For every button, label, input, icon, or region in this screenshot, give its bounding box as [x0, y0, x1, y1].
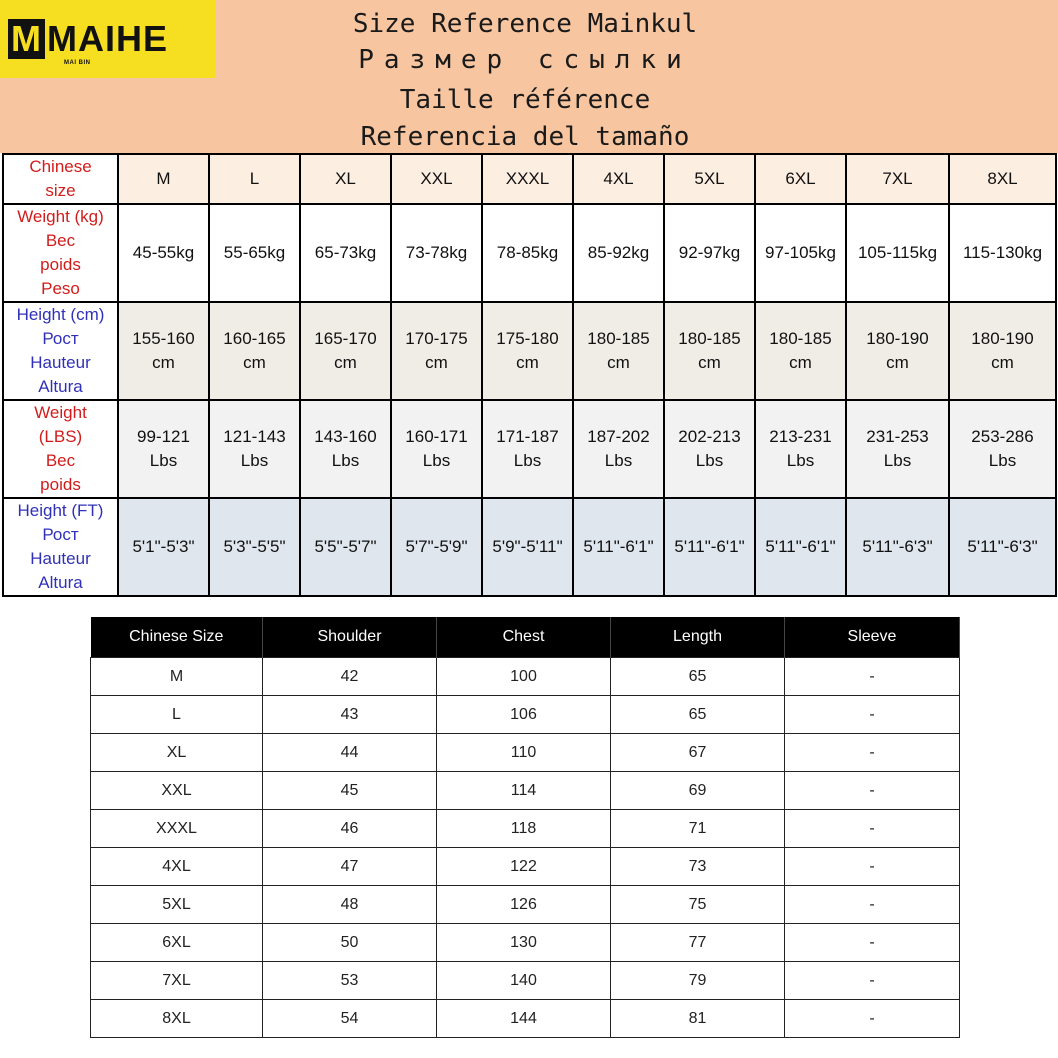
weight-lbs-cell	[391, 400, 482, 498]
header-line: Вес	[45, 451, 76, 470]
size-cell: XXL	[391, 154, 482, 204]
size-row	[3, 154, 1056, 204]
cell-unit: cm	[152, 353, 175, 372]
height-ft-cell: 5'5"-5'7"	[300, 498, 391, 596]
height-ft-cell: 5'1"-5'3"	[118, 498, 209, 596]
logo-m-mark: M	[8, 19, 45, 59]
weight-lbs-cell	[573, 400, 664, 498]
header-line: size	[45, 181, 76, 200]
height-ft-cell: 5'11"-6'1"	[664, 498, 755, 596]
cell-sleeve: -	[785, 848, 960, 886]
title-french: Taille référence	[399, 85, 651, 115]
cell-value: 180-185	[769, 329, 832, 348]
height-cm-cell	[300, 302, 391, 400]
size-cell: 6XL	[755, 154, 846, 204]
cell-unit: cm	[243, 353, 266, 372]
height-ft-cell: 5'11"-6'3"	[949, 498, 1056, 596]
header-line: poids	[40, 475, 81, 494]
cell-length: 79	[611, 962, 785, 1000]
cell-chest: 130	[437, 924, 611, 962]
cell-shoulder: 50	[263, 924, 437, 962]
header-line: Hauteur	[30, 549, 91, 568]
cell-unit: cm	[425, 353, 448, 372]
cell-size: 7XL	[91, 962, 263, 1000]
title-russian: Размер ссылки	[358, 45, 692, 75]
size-cell: L	[209, 154, 300, 204]
brand-logo	[0, 0, 215, 78]
height-ft-cell: 5'11"-6'3"	[846, 498, 949, 596]
cell-chest: 110	[437, 734, 611, 772]
cell-value: 121-143	[223, 427, 286, 446]
cell-size: 5XL	[91, 886, 263, 924]
table-row	[91, 962, 960, 1000]
header-line: Вес	[45, 231, 76, 250]
cell-unit: Lbs	[883, 451, 912, 470]
cell-length: 77	[611, 924, 785, 962]
cell-shoulder: 42	[263, 658, 437, 696]
height-cm-cell	[664, 302, 755, 400]
cell-sleeve: -	[785, 810, 960, 848]
header-line: Weight	[34, 403, 87, 422]
cell-unit: Lbs	[422, 451, 451, 470]
cell-unit: Lbs	[149, 451, 178, 470]
cell-chest: 122	[437, 848, 611, 886]
table-row	[91, 1000, 960, 1038]
cell-sleeve: -	[785, 886, 960, 924]
cell-value: 231-253	[866, 427, 929, 446]
cell-value: 155-160	[132, 329, 195, 348]
header-line: Рост	[42, 329, 79, 348]
table-row	[91, 848, 960, 886]
cell-size: 4XL	[91, 848, 263, 886]
cell-unit: cm	[886, 353, 909, 372]
size-cell: 7XL	[846, 154, 949, 204]
weight-lbs-row-header	[3, 400, 118, 498]
title-english: Size Reference Mainkul	[352, 9, 698, 39]
header-line: (LBS)	[38, 427, 83, 446]
header-line: Weight (kg)	[17, 207, 104, 226]
cell-value: 143-160	[314, 427, 377, 446]
table-row	[91, 810, 960, 848]
cell-value: 180-190	[866, 329, 929, 348]
cell-unit: Lbs	[331, 451, 360, 470]
cell-sleeve: -	[785, 772, 960, 810]
cell-chest: 100	[437, 658, 611, 696]
height-cm-cell	[118, 302, 209, 400]
page-header	[0, 0, 1058, 153]
size-cell: 4XL	[573, 154, 664, 204]
cell-value: 187-202	[587, 427, 650, 446]
cell-length: 75	[611, 886, 785, 924]
cell-shoulder: 47	[263, 848, 437, 886]
table-row	[91, 658, 960, 696]
weight-kg-cell: 105-115kg	[846, 204, 949, 302]
weight-kg-cell: 115-130kg	[949, 204, 1056, 302]
weight-lbs-row	[3, 400, 1056, 498]
cell-length: 65	[611, 658, 785, 696]
table-row	[91, 696, 960, 734]
height-cm-cell	[482, 302, 573, 400]
header-line: Height (cm)	[16, 305, 105, 324]
cell-value: 160-171	[405, 427, 468, 446]
height-cm-cell	[949, 302, 1056, 400]
measurement-table	[90, 617, 960, 1038]
weight-kg-cell: 97-105kg	[755, 204, 846, 302]
cell-value: 213-231	[769, 427, 832, 446]
weight-kg-cell: 55-65kg	[209, 204, 300, 302]
cell-shoulder: 43	[263, 696, 437, 734]
column-header-chinese-size: Chinese Size	[91, 617, 263, 658]
cell-size: XXXL	[91, 810, 263, 848]
cell-unit: cm	[991, 353, 1014, 372]
cell-length: 71	[611, 810, 785, 848]
column-header-shoulder: Shoulder	[263, 617, 437, 658]
weight-lbs-cell	[300, 400, 391, 498]
weight-kg-cell: 92-97kg	[664, 204, 755, 302]
cell-value: 99-121	[137, 427, 190, 446]
header-line: Hauteur	[30, 353, 91, 372]
cell-unit: Lbs	[988, 451, 1017, 470]
cell-unit: Lbs	[695, 451, 724, 470]
table-row	[91, 924, 960, 962]
cell-size: 6XL	[91, 924, 263, 962]
height-cm-cell	[209, 302, 300, 400]
height-cm-cell	[755, 302, 846, 400]
cell-length: 69	[611, 772, 785, 810]
cell-sleeve: -	[785, 696, 960, 734]
cell-sleeve: -	[785, 924, 960, 962]
size-cell: XXXL	[482, 154, 573, 204]
height-ft-row	[3, 498, 1056, 596]
size-cell: XL	[300, 154, 391, 204]
cell-shoulder: 48	[263, 886, 437, 924]
cell-chest: 126	[437, 886, 611, 924]
weight-kg-cell: 85-92kg	[573, 204, 664, 302]
header-line: Altura	[38, 573, 83, 592]
column-header-length: Length	[611, 617, 785, 658]
height-cm-cell	[573, 302, 664, 400]
size-cell: 5XL	[664, 154, 755, 204]
size-cell: 8XL	[949, 154, 1056, 204]
header-line: poids	[40, 255, 81, 274]
weight-lbs-cell	[846, 400, 949, 498]
height-cm-row-header	[3, 302, 118, 400]
measurement-header-row	[91, 617, 960, 658]
header-line: Altura	[38, 377, 83, 396]
size-cell: M	[118, 154, 209, 204]
cell-size: XXL	[91, 772, 263, 810]
cell-size: M	[91, 658, 263, 696]
size-row-header	[3, 154, 118, 204]
cell-chest: 140	[437, 962, 611, 1000]
height-cm-row	[3, 302, 1056, 400]
cell-value: 180-185	[678, 329, 741, 348]
cell-value: 180-185	[587, 329, 650, 348]
column-header-chest: Chest	[437, 617, 611, 658]
cell-unit: cm	[698, 353, 721, 372]
cell-shoulder: 54	[263, 1000, 437, 1038]
cell-unit: cm	[516, 353, 539, 372]
weight-lbs-cell	[949, 400, 1056, 498]
cell-chest: 144	[437, 1000, 611, 1038]
title-spanish: Referencia del tamaño	[360, 122, 690, 152]
header-line: Peso	[41, 279, 80, 298]
cell-shoulder: 45	[263, 772, 437, 810]
weight-kg-cell: 65-73kg	[300, 204, 391, 302]
table-row	[91, 772, 960, 810]
cell-length: 65	[611, 696, 785, 734]
cell-unit: cm	[334, 353, 357, 372]
cell-chest: 118	[437, 810, 611, 848]
cell-size: 8XL	[91, 1000, 263, 1038]
logo-wordmark	[8, 19, 168, 59]
weight-kg-cell: 73-78kg	[391, 204, 482, 302]
size-reference-table	[2, 153, 1057, 597]
height-ft-cell: 5'11"-6'1"	[755, 498, 846, 596]
cell-unit: Lbs	[240, 451, 269, 470]
cell-length: 67	[611, 734, 785, 772]
cell-shoulder: 46	[263, 810, 437, 848]
cell-value: 160-165	[223, 329, 286, 348]
weight-kg-cell: 78-85kg	[482, 204, 573, 302]
height-cm-cell	[846, 302, 949, 400]
height-ft-cell: 5'9"-5'11"	[482, 498, 573, 596]
cell-length: 73	[611, 848, 785, 886]
cell-sleeve: -	[785, 734, 960, 772]
weight-kg-cell: 45-55kg	[118, 204, 209, 302]
cell-size: L	[91, 696, 263, 734]
cell-unit: Lbs	[786, 451, 815, 470]
height-ft-row-header	[3, 498, 118, 596]
height-ft-cell: 5'7"-5'9"	[391, 498, 482, 596]
column-header-sleeve: Sleeve	[785, 617, 960, 658]
weight-lbs-cell	[482, 400, 573, 498]
cell-shoulder: 53	[263, 962, 437, 1000]
cell-chest: 114	[437, 772, 611, 810]
weight-lbs-cell	[755, 400, 846, 498]
cell-sleeve: -	[785, 1000, 960, 1038]
weight-kg-row	[3, 204, 1056, 302]
logo-text: MAIHE	[47, 18, 168, 59]
cell-sleeve: -	[785, 658, 960, 696]
header-line: Chinese	[29, 157, 92, 176]
header-line: Height (FT)	[17, 501, 104, 520]
cell-unit: cm	[789, 353, 812, 372]
cell-value: 175-180	[496, 329, 559, 348]
cell-value: 171-187	[496, 427, 559, 446]
cell-unit: Lbs	[604, 451, 633, 470]
cell-sleeve: -	[785, 962, 960, 1000]
cell-value: 180-190	[971, 329, 1034, 348]
height-cm-cell	[391, 302, 482, 400]
logo-subtext: MAI BIN	[64, 60, 91, 66]
cell-chest: 106	[437, 696, 611, 734]
cell-unit: Lbs	[513, 451, 542, 470]
height-ft-cell: 5'11"-6'1"	[573, 498, 664, 596]
cell-value: 165-170	[314, 329, 377, 348]
cell-value: 202-213	[678, 427, 741, 446]
weight-kg-row-header	[3, 204, 118, 302]
cell-value: 170-175	[405, 329, 468, 348]
weight-lbs-cell	[118, 400, 209, 498]
table-row	[91, 886, 960, 924]
header-line: Рост	[42, 525, 79, 544]
cell-length: 81	[611, 1000, 785, 1038]
cell-value: 253-286	[971, 427, 1034, 446]
table-row	[91, 734, 960, 772]
height-ft-cell: 5'3"-5'5"	[209, 498, 300, 596]
weight-lbs-cell	[209, 400, 300, 498]
cell-shoulder: 44	[263, 734, 437, 772]
cell-size: XL	[91, 734, 263, 772]
cell-unit: cm	[607, 353, 630, 372]
weight-lbs-cell	[664, 400, 755, 498]
